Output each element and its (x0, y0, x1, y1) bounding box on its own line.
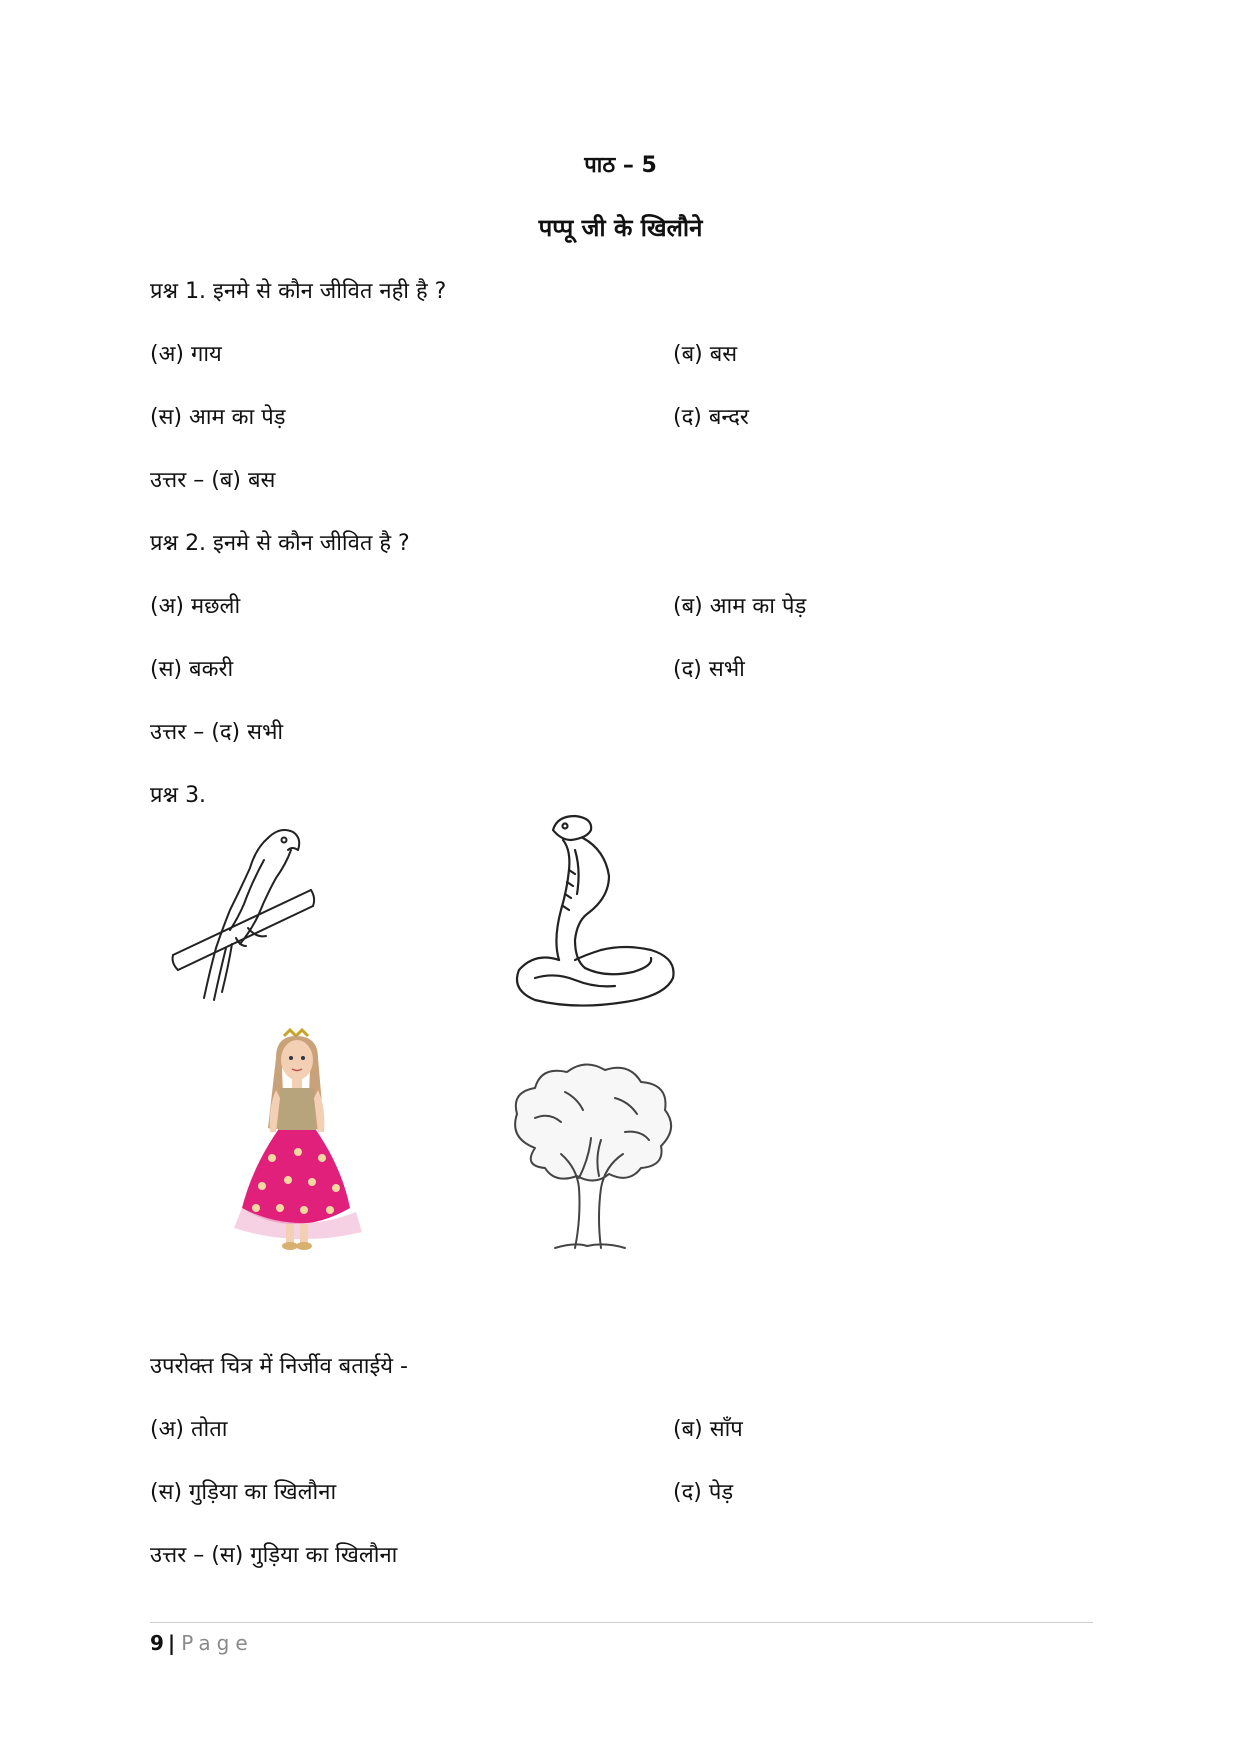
q1-answer: उत्तर – (ब) बस (150, 468, 276, 493)
page-number: 9 (150, 1631, 164, 1655)
q2-answer: उत्तर – (द) सभी (150, 720, 284, 745)
q1-option-c: (स) आम का पेड़ (150, 405, 286, 430)
question-1: प्रश्न 1. इनमे से कौन जीवित नही है ? (150, 279, 447, 304)
footer-divider (150, 1622, 1093, 1623)
lesson-title: पप्पू जी के खिलौने (538, 214, 703, 242)
q2-option-d: (द) सभी (673, 657, 745, 682)
q3-option-d: (द) पेड़ (673, 1480, 734, 1505)
question-3: उपरोक्त चित्र में निर्जीव बताईये - (150, 1354, 408, 1379)
footer-separator: | (167, 1631, 176, 1655)
doll-icon (232, 1028, 366, 1253)
page-footer (150, 1630, 254, 1656)
q1-option-a: (अ) गाय (150, 342, 222, 367)
q2-option-b: (ब) आम का पेड़ (673, 594, 807, 619)
q3-option-b: (ब) साँप (673, 1417, 743, 1442)
page-label: Page (181, 1631, 254, 1655)
q1-option-b: (ब) बस (673, 342, 738, 367)
question-3-label: प्रश्न 3. (150, 783, 207, 808)
tree-icon (505, 1058, 680, 1253)
q1-option-d: (द) बन्दर (673, 405, 749, 430)
q3-option-c: (स) गुड़िया का खिलौना (150, 1480, 337, 1505)
q2-option-a: (अ) मछली (150, 594, 241, 619)
parrot-icon (168, 820, 318, 1005)
lesson-number: पाठ – 5 (584, 153, 657, 178)
question-2: प्रश्न 2. इनमे से कौन जीवित है ? (150, 531, 410, 556)
q2-option-c: (स) बकरी (150, 657, 234, 682)
cobra-icon (505, 810, 695, 1010)
q3-option-a: (अ) तोता (150, 1417, 228, 1442)
q3-answer: उत्तर – (स) गुड़िया का खिलौना (150, 1543, 398, 1568)
